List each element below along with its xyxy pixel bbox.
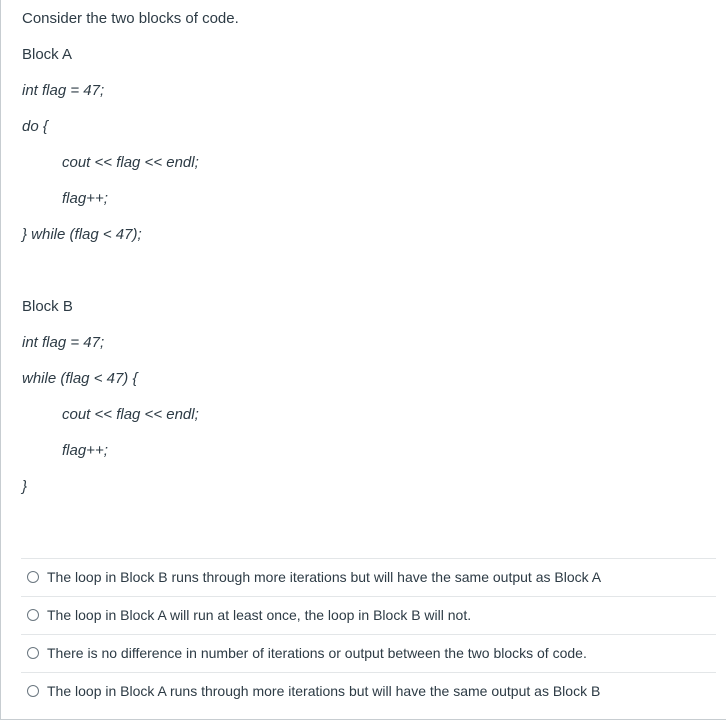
block-b-code-line: flag++; [62, 442, 108, 459]
block-a-title: Block A [22, 46, 73, 63]
block-b-code-line: cout << flag << endl; [62, 406, 199, 423]
block-b-title: Block B [22, 298, 73, 315]
answer-option[interactable] [21, 672, 716, 710]
answer-option[interactable] [21, 596, 716, 634]
answer-label[interactable]: There is no difference in number of iterations or output between the two blocks of code. [47, 645, 587, 661]
radio-button[interactable] [27, 571, 39, 583]
block-b-code-line: } [22, 478, 28, 495]
answer-option[interactable] [21, 634, 716, 672]
answer-label[interactable]: The loop in Block A runs through more iterations but will have the same output as Block B [47, 683, 601, 699]
answer-label[interactable]: The loop in Block B runs through more iterations but will have the same output as Block A [47, 569, 602, 585]
block-a-code-line: do { [22, 118, 48, 135]
radio-button[interactable] [27, 685, 39, 697]
answer-list [21, 558, 716, 710]
block-b-code-line: while (flag < 47) { [22, 370, 138, 387]
answer-label[interactable]: The loop in Block A will run at least once, the loop in Block B will not. [47, 607, 472, 623]
block-a-code-line: flag++; [62, 190, 108, 207]
answer-option[interactable] [21, 558, 716, 596]
radio-button[interactable] [27, 609, 39, 621]
block-a-code-line: } while (flag < 47); [22, 226, 142, 243]
block-a-code-line: int flag = 47; [22, 82, 105, 99]
question-prompt: Consider the two blocks of code. [22, 10, 239, 27]
radio-button[interactable] [27, 647, 39, 659]
block-a-code-line: cout << flag << endl; [62, 154, 199, 171]
block-b-code-line: int flag = 47; [22, 334, 105, 351]
